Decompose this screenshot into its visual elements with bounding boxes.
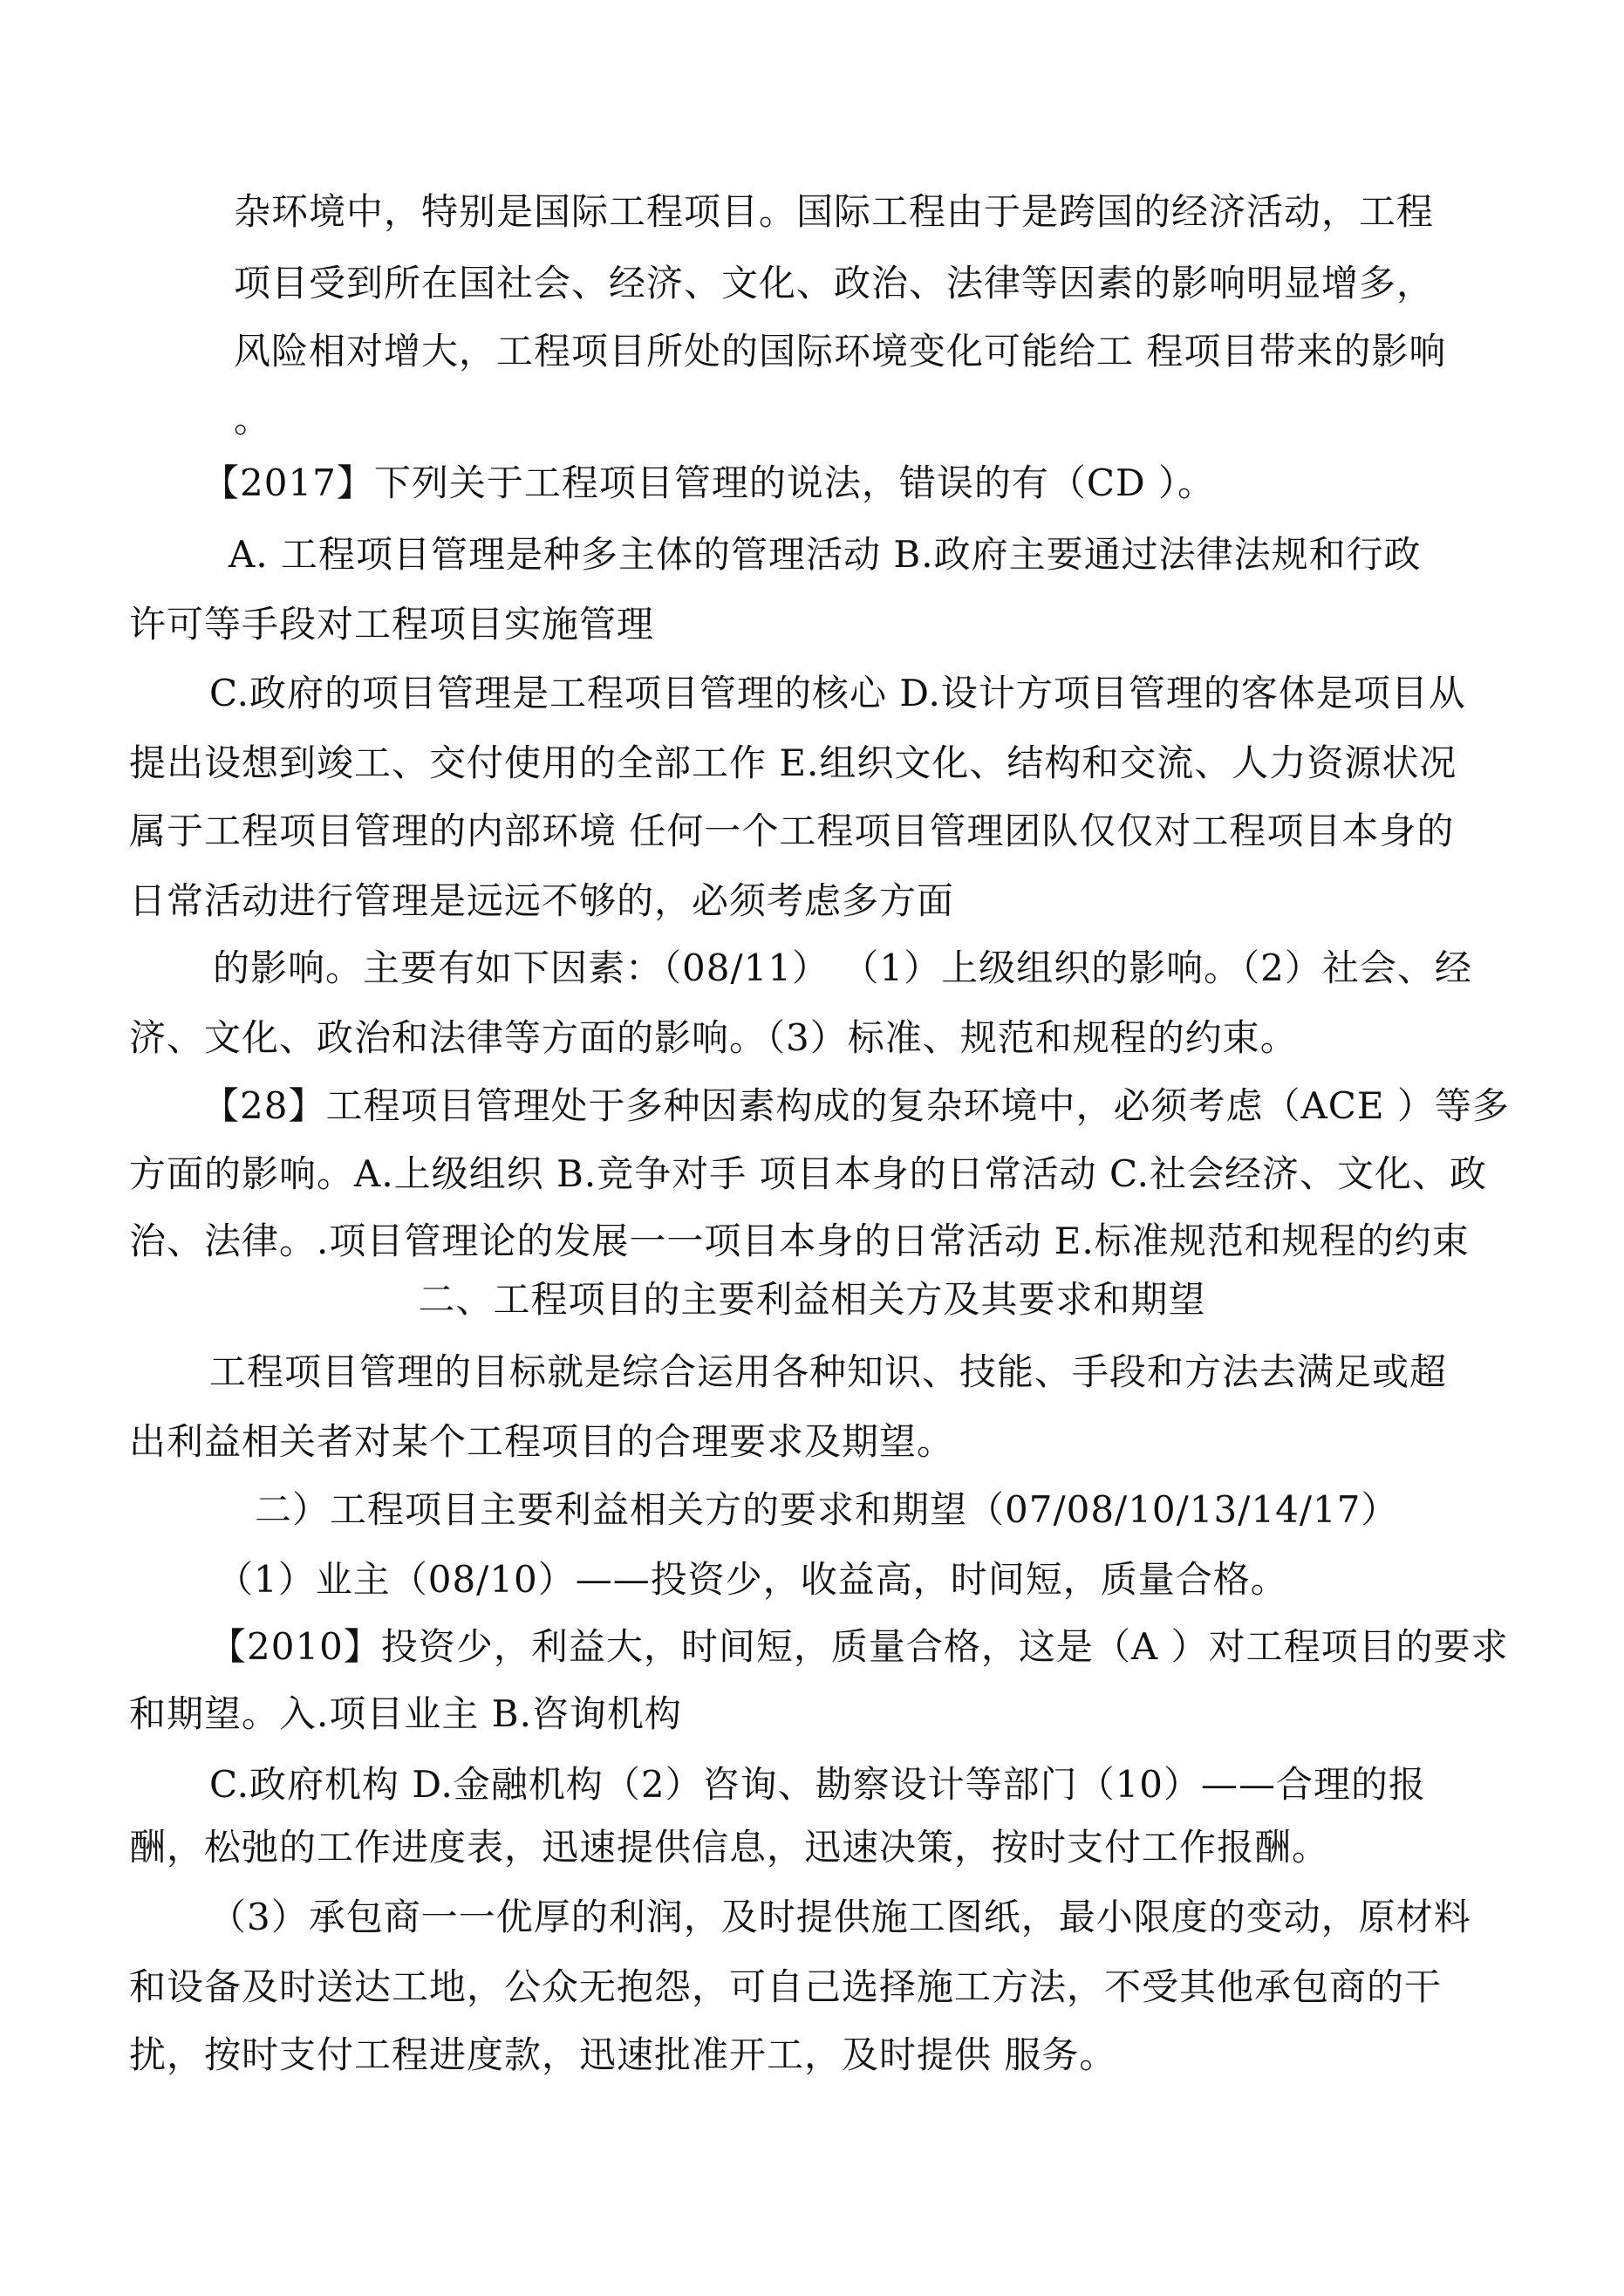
text-line: 【2010】投资少，利益大，时间短，质量合格，这是（A ）对工程项目的要求 <box>209 1625 1509 1668</box>
text-line: 酬，松弛的工作进度表，迅速提供信息，迅速决策，按时支付工作报酬。 <box>129 1826 1330 1869</box>
text-line: （3）承包商一一优厚的利润，及时提供施工图纸，最小限度的变动，原材料 <box>209 1896 1471 1938</box>
text-line: 扰，按时支付工程进度款，迅速批准开工，及时提供 服务。 <box>129 2033 1117 2076</box>
text-line: C.政府的项目管理是工程项目管理的核心 D.设计方项目管理的客体是项目从 <box>209 672 1466 714</box>
section-heading: 二、工程项目的主要利益相关方及其要求和期望 <box>418 1278 1206 1321</box>
text-line: 属于工程项目管理的内部环境 任何一个工程项目管理团队仅仅对工程项目本身的 <box>129 810 1455 852</box>
text-line: 和期望。入.项目业主 B.咨询机构 <box>129 1692 682 1735</box>
text-line: 日常活动进行管理是远远不够的，必须考虑多方面 <box>129 879 955 922</box>
text-line: 【2017】下列关于工程项目管理的说法，错误的有（CD ）。 <box>202 461 1216 504</box>
text-line: 【28】工程项目管理处于多种因素构成的复杂环境中，必须考虑（ACE ）等多 <box>202 1084 1510 1127</box>
text-line: 提出设想到竣工、交付使用的全部工作 E.组织文化、结构和交流、人力资源状况 <box>129 741 1457 784</box>
text-line: 。 <box>234 398 272 441</box>
text-line: 工程项目管理的目标就是综合运用各种知识、技能、手段和方法去满足或超 <box>209 1350 1448 1393</box>
text-line: 和设备及时送达工地，公众无抱怨，可自己选择施工方法，不受其他承包商的干 <box>129 1965 1443 2008</box>
text-line: 方面的影响。A.上级组织 B.竞争对手 项目本身的日常活动 C.社会经济、文化、政 <box>129 1152 1487 1195</box>
text-line: 许可等手段对工程项目实施管理 <box>129 603 655 646</box>
text-line: 治、法律。.项目管理论的发展一一项目本身的日常活动 E.标准规范和规程的约束 <box>129 1220 1470 1262</box>
text-line: （1）业主（08/10）——投资少，收益高，时间短，质量合格。 <box>216 1558 1288 1601</box>
text-line: 的影响。主要有如下因素：（08/11） （1）上级组织的影响。（2）社会、经 <box>213 946 1472 989</box>
text-line: 杂环境中，特别是国际工程项目。国际工程由于是跨国的经济活动，工程 <box>234 190 1435 233</box>
text-line: 项目受到所在国社会、经济、文化、政治、法律等因素的影响明显增多， <box>234 262 1435 304</box>
text-line: 出利益相关者对某个工程项目的合理要求及期望。 <box>129 1420 955 1463</box>
text-line: 济、文化、政治和法律等方面的影响。（3）标准、规范和规程的约束。 <box>129 1016 1298 1059</box>
text-line: 风险相对增大，工程项目所处的国际环境变化可能给工 程项目带来的影响 <box>234 330 1447 372</box>
text-line: A. 工程项目管理是种多主体的管理活动 B.政府主要通过法律法规和行政 <box>229 533 1422 576</box>
text-line: C.政府机构 D.金融机构（2）咨询、勘察设计等部门（10）——合理的报 <box>209 1763 1427 1806</box>
subsection-heading: 二）工程项目主要利益相关方的要求和期望（07/08/10/13/14/17） <box>255 1488 1399 1531</box>
